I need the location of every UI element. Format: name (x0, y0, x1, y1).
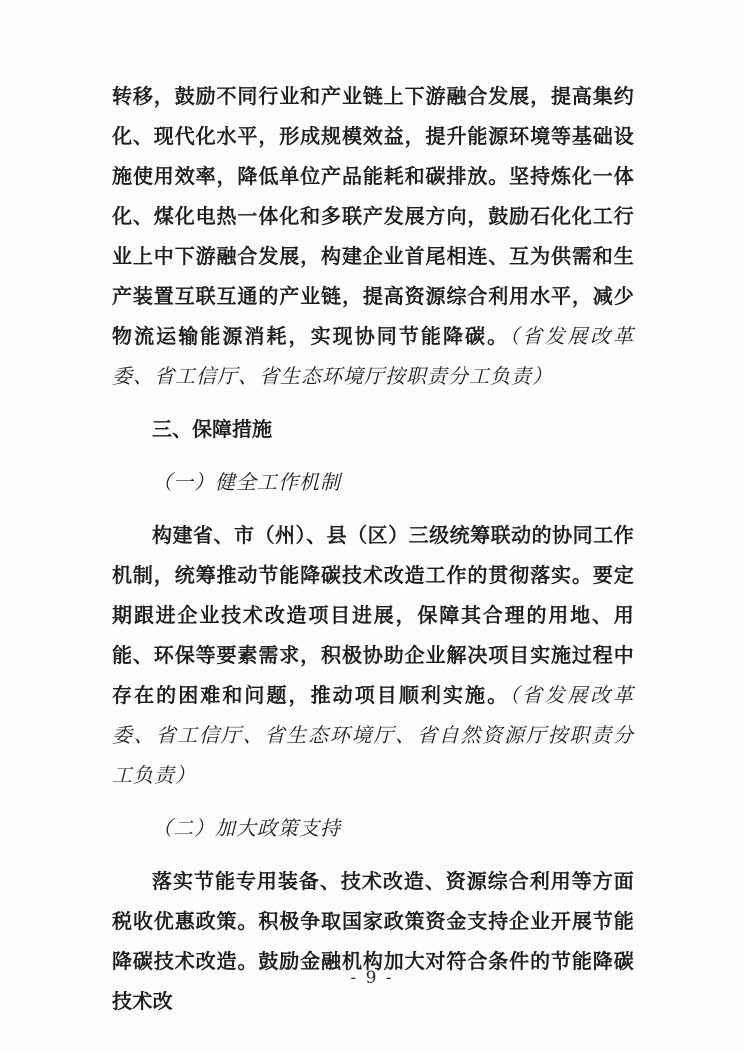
paragraph-policy-support (112, 861, 634, 1021)
subsection-heading-policy-support: （二）加大政策支持 (152, 816, 341, 840)
paragraph-work-mechanism (112, 515, 634, 795)
document-body (112, 76, 634, 1021)
responsibility-attribution-1: （省发展改革委、省工信厅、省生态环境厅按职责分工负责） (112, 324, 634, 388)
paragraph-continuation-text: 转移，鼓励不同行业和产业链上下游融合发展，提高集约化、现代化水平，形成规模效益，提升能源环境等基础设施使用效率，降低单位产品能耗和碳排放。坚持炼化一体化、煤化电热一体化和多联产发展方向，鼓励石化化工行业上中下游融合发展，构建企业首尾相连、互为供需和生产装置互联互通的产业链，提高资源综合利用水平，减少物流运输能源消耗，实现协同节能降碳。 (112, 84, 634, 348)
subsection-heading-work-mechanism: （一）健全工作机制 (152, 470, 341, 494)
section-heading-safeguard-measures: 三、保障措施 (152, 417, 272, 441)
responsibility-attribution-2: （省发展改革委、省工信厅、省生态环境厅、省自然资源厅按职责分工负责） (112, 683, 634, 787)
paragraph-work-mechanism-text: 构建省、市（州）、县（区）三级统筹联动的协同工作机制，统筹推动节能降碳技术改造工作的贯彻落实。要定期跟进企业技术改造项目进展，保障其合理的用地、用能、环保等要素需求，积极协助企业解决项目实施过程中存在的困难和问题，推动项目顺利实施。 (112, 523, 634, 707)
paragraph-continuation (112, 76, 634, 396)
page-number: - 9 - (350, 968, 394, 988)
paragraph-policy-support-text: 落实节能专用装备、技术改造、资源综合利用等方面税收优惠政策。积极争取国家政策资金支持企业开展节能降碳技术改造。鼓励金融机构加大对符合条件的节能降碳技术改 (112, 869, 634, 1013)
